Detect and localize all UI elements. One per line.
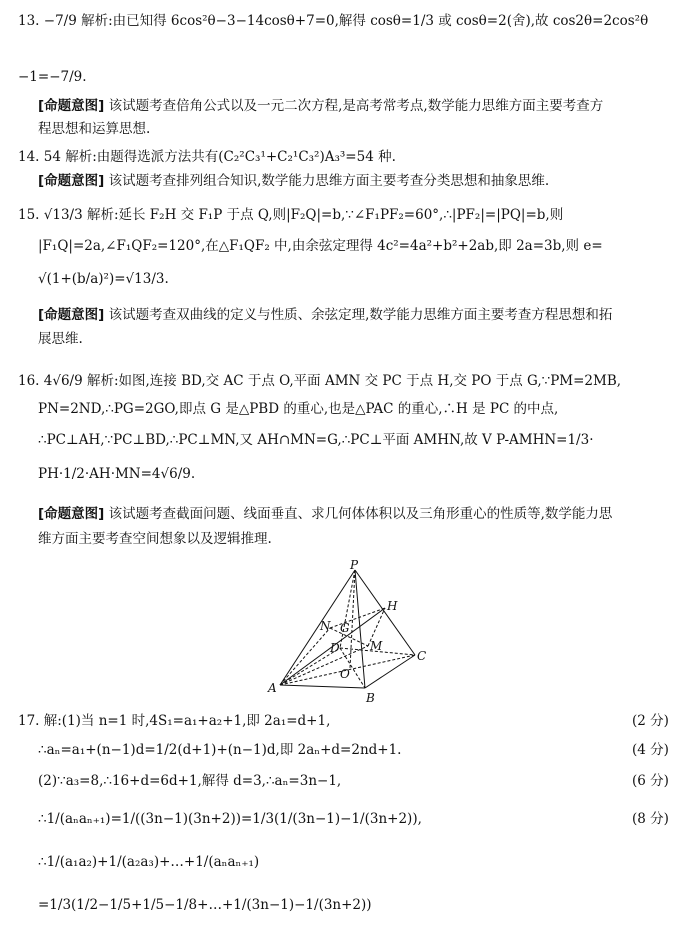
- q15-line2: |F₁Q|=2a,∠F₁QF₂=120°,在△F₁QF₂ 中,由余弦定理得 4c²=4a²+b²+2ab,即 2a=3b,则 e=: [38, 238, 603, 254]
- q16-line4: PH·1/2·AH·MN=4√6/9.: [38, 466, 196, 482]
- q15-line1: 15. √13/3 解析:延长 F₂H 交 F₁P 于点 Q,则|F₂Q|=b,∵∠F₁PF₂=60°,∴|PF₂|=|PQ|=b,则: [18, 207, 564, 223]
- q17-score2: (4 分): [632, 742, 669, 758]
- edge-pc: [355, 570, 415, 655]
- q15-intent-text: 该试题考查双曲线的定义与性质、余弦定理,数学能力思维方面主要考查方程思想和拓: [108, 307, 613, 323]
- q17-score4: (8 分): [632, 811, 669, 827]
- q16-intent-tag: [命题意图]: [38, 506, 105, 522]
- label-b: B: [366, 691, 375, 705]
- edge-nh: [330, 608, 385, 628]
- label-o: O: [340, 667, 350, 681]
- label-p: P: [350, 560, 359, 572]
- q13-line2: −1=−7/9.: [18, 69, 87, 85]
- q17-line1: 17. 解:(1)当 n=1 时,4S₁=a₁+a₂+1,即 2a₁=d+1,: [18, 713, 331, 729]
- q14-intent-text: 该试题考查排列组合知识,数学能力思维方面主要考查分类思想和抽象思维.: [108, 173, 550, 189]
- q16-intent-text: 该试题考查截面问题、线面垂直、求几何体体积以及三角形重心的性质等,数学能力思: [108, 506, 613, 522]
- edge-an: [280, 628, 330, 685]
- q16-intent-text2: 维方面主要考查空间想象以及逻辑推理.: [38, 531, 272, 547]
- q13-line1: 13. −7/9 解析:由已知得 6cos²θ−3−14cosθ+7=0,解得 cosθ=1/3 或 cosθ=2(舍),故 cos2θ=2cos²θ: [18, 13, 649, 29]
- q14-line1: 14. 54 解析:由题得选派方法共有(C₂²C₃¹+C₂¹C₃²)A₃³=54 种.: [18, 149, 396, 165]
- edge-bc: [365, 655, 415, 688]
- q15-intent-text2: 展思维.: [38, 331, 83, 347]
- q17-line4: ∴1/(aₙaₙ₊₁)=1/((3n−1)(3n+2))=1/3(1/(3n−1)−1/(3n+2)),: [38, 811, 422, 827]
- q16-line3: ∴PC⊥AH,∵PC⊥BD,∴PC⊥MN,又 AH∩MN=G,∴PC⊥平面 AMHN,故 V P-AMHN=1/3·: [38, 432, 594, 448]
- q13-intent-text2: 程思想和运算思想.: [38, 121, 151, 137]
- label-n: N: [320, 619, 331, 633]
- q15-intent-tag: [命题意图]: [38, 307, 105, 323]
- q17-line3: (2)∵a₃=8,∴16+d=6d+1,解得 d=3,∴aₙ=3n−1,: [38, 773, 342, 789]
- q17-score3: (6 分): [632, 773, 669, 789]
- label-a: A: [268, 681, 277, 695]
- q17-line6: =1/3(1/2−1/5+1/5−1/8+…+1/(3n−1)−1/(3n+2)): [38, 897, 372, 913]
- q15-line3: √(1+(b/a)²)=√13/3.: [38, 271, 169, 287]
- q17-score1: (2 分): [632, 713, 669, 729]
- label-d: D: [330, 641, 340, 655]
- label-g: G: [340, 621, 350, 635]
- edge-ab: [280, 685, 365, 688]
- label-h: H: [387, 599, 398, 613]
- label-m: M: [370, 639, 383, 653]
- q17-line5: ∴1/(a₁a₂)+1/(a₂a₃)+…+1/(aₙaₙ₊₁): [38, 854, 260, 870]
- q13-intent-text: 该试题考查倍角公式以及一元二次方程,是高考常考点,数学能力思维方面主要考查方: [108, 98, 604, 114]
- q17-line2: ∴aₙ=a₁+(n−1)d=1/2(d+1)+(n−1)d,即 2aₙ+d=2nd+1.: [38, 742, 402, 758]
- q13-intent-tag: [命题意图]: [38, 98, 105, 114]
- pyramid-figure: [260, 560, 430, 705]
- label-c: C: [417, 649, 427, 663]
- q14-intent-tag: [命题意图]: [38, 173, 105, 189]
- q16-line1: 16. 4√6/9 解析:如图,连接 BD,交 AC 于点 O,平面 AMN 交 PC 于点 H,交 PO 于点 G,∵PM=2MB,: [18, 373, 622, 389]
- q16-line2: PN=2ND,∴PG=2GO,即点 G 是△PBD 的重心,也是△PAC 的重心,∴H 是 PC 的中点,: [38, 401, 559, 417]
